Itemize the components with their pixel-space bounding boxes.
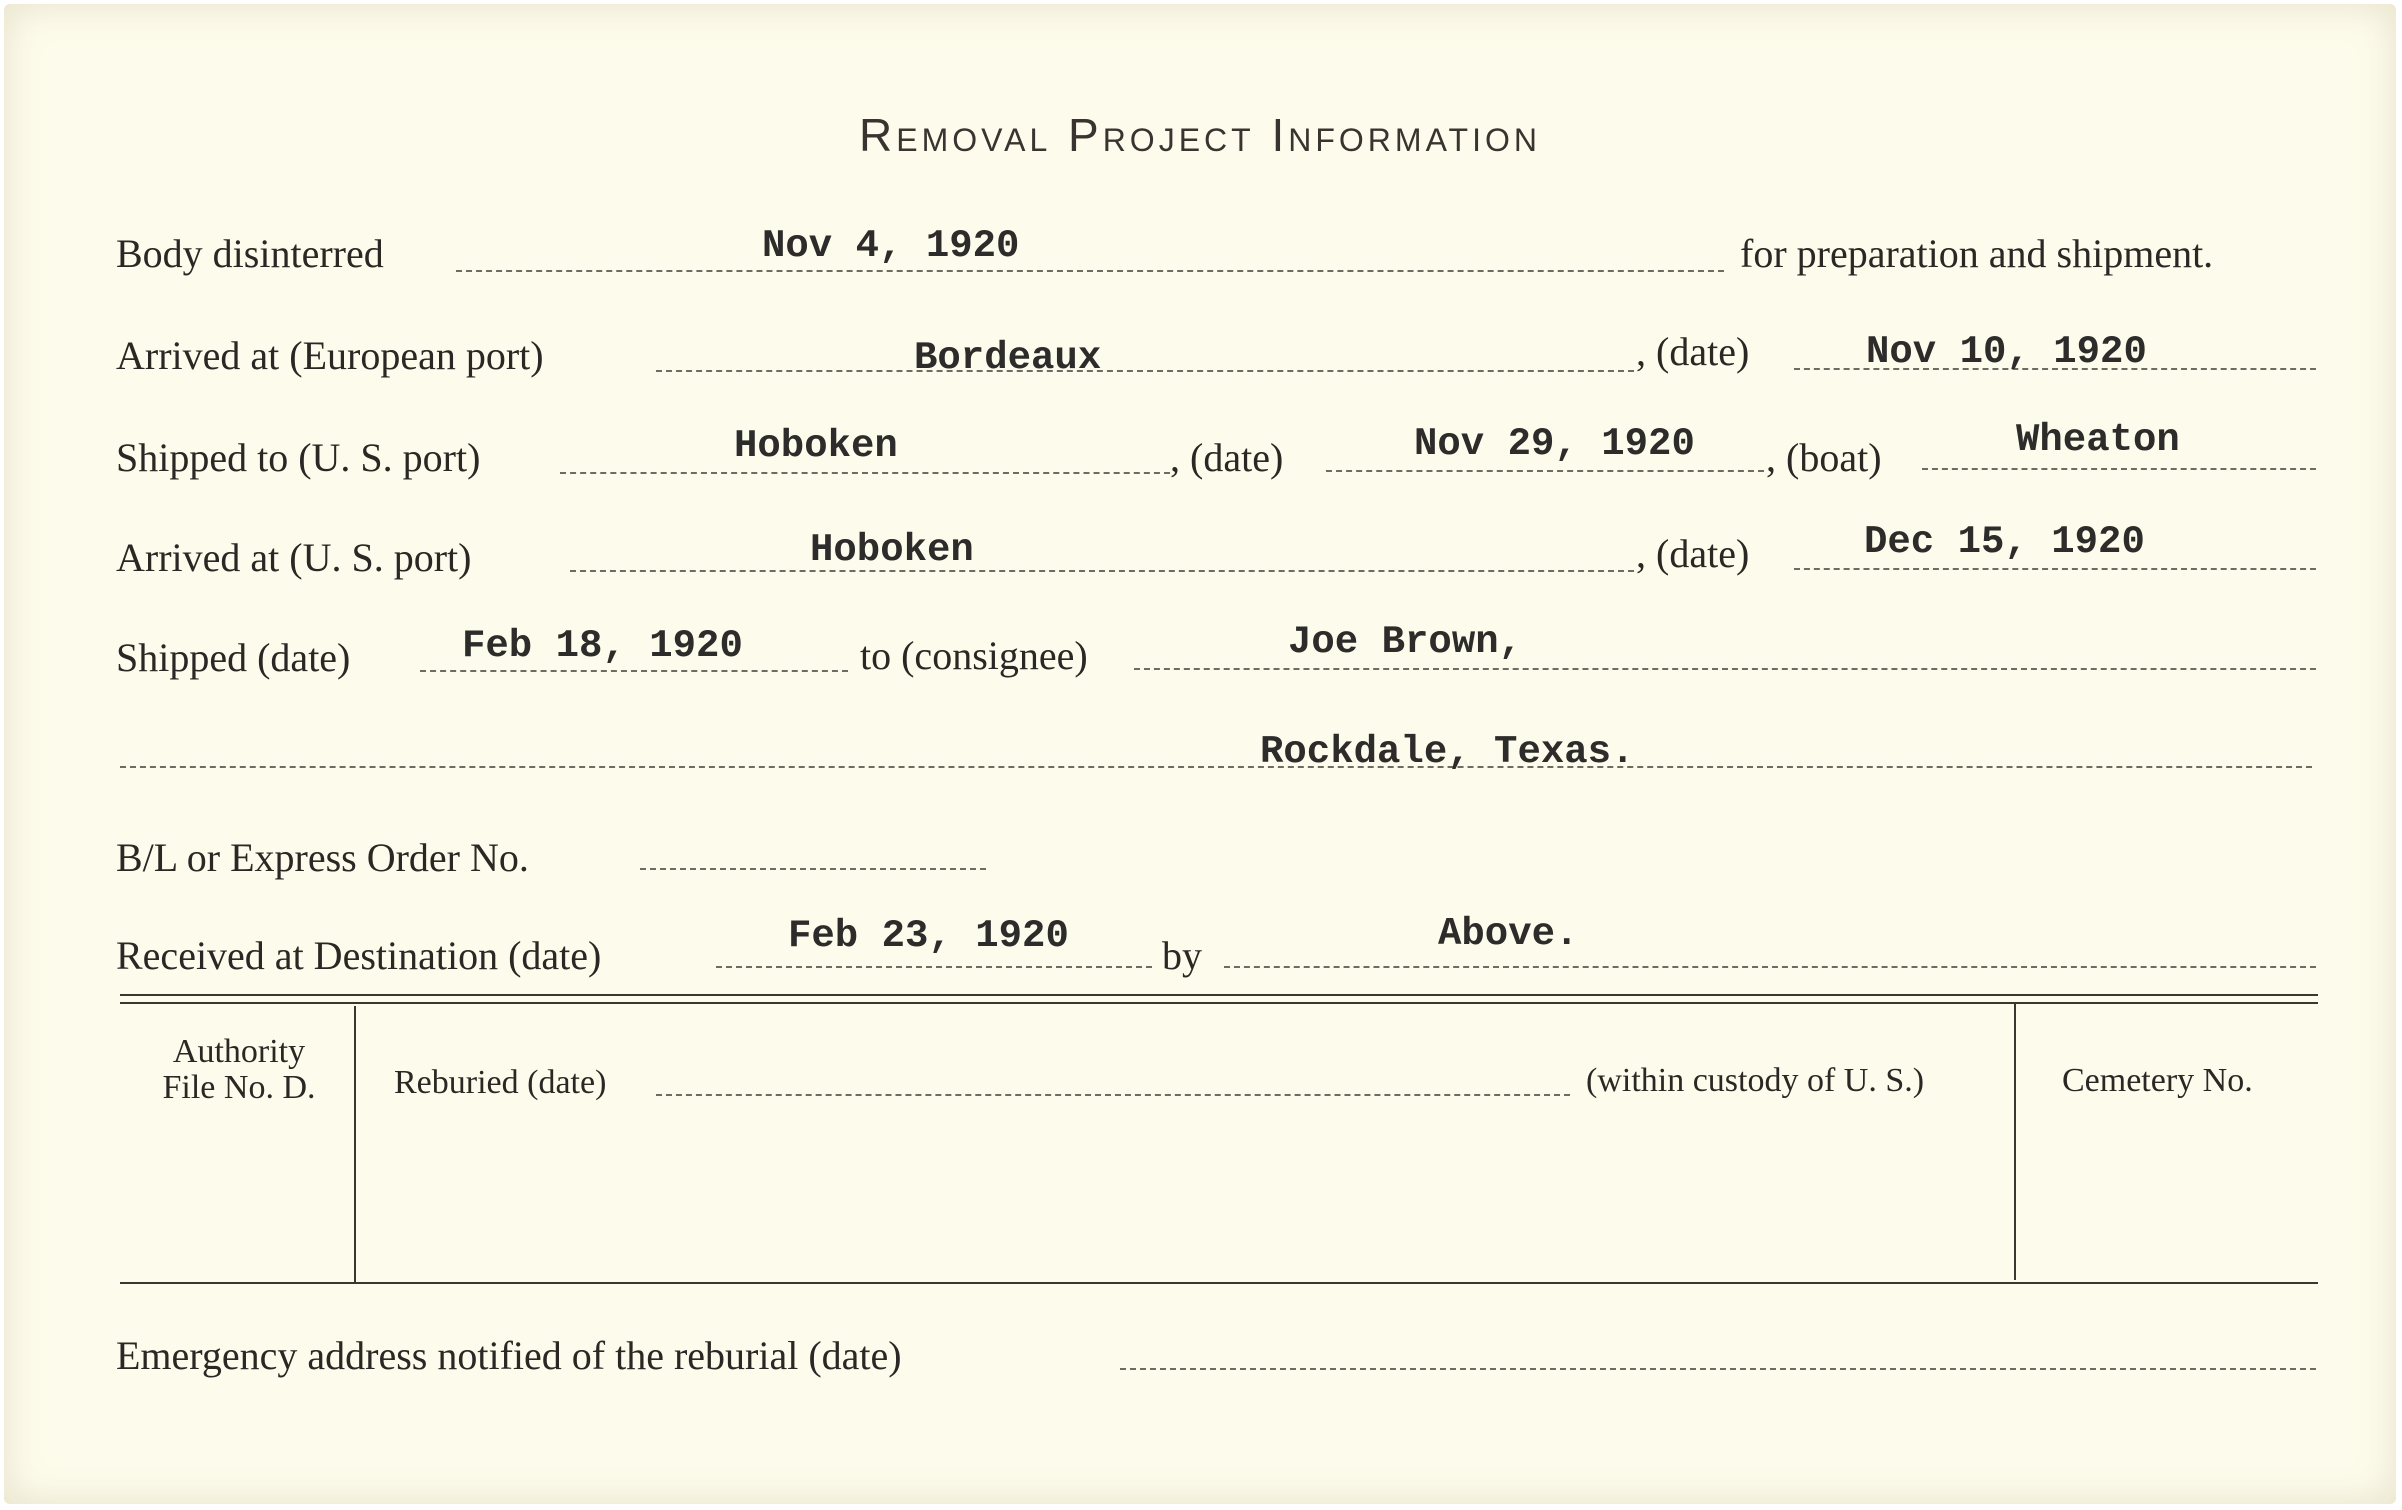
reburied-line: [656, 1094, 1570, 1096]
arrived-us-date-line: [1794, 568, 2316, 570]
arrived-us-date: Dec 15, 1920: [1864, 520, 2145, 564]
body-disinterred-label: Body disinterred: [116, 231, 384, 276]
arrived-us-date-label: , (date): [1636, 531, 1750, 576]
authority-file-label: [130, 1034, 348, 1106]
box-bottom-rule: [120, 1282, 2318, 1284]
bl-order-line: [640, 868, 986, 870]
body-disinterred-line: [456, 270, 1724, 272]
consignee-label: to (consignee): [860, 633, 1088, 678]
bl-order-label: B/L or Express Order No.: [116, 835, 529, 880]
body-disinterred-value: Nov 4, 1920: [762, 224, 1020, 268]
body-disinterred-suffix: for preparation and shipment.: [1740, 231, 2214, 276]
received-date-line: [716, 966, 1152, 968]
arrived-european-port: Bordeaux: [914, 336, 1102, 380]
file-no-label: File No. D.: [162, 1069, 316, 1106]
cemetery-no-label: Cemetery No.: [2062, 1062, 2253, 1099]
shipped-date-line: [420, 670, 848, 672]
consignee-address-line: [120, 766, 2312, 768]
shipped-us-date: Nov 29, 1920: [1414, 422, 1695, 466]
arrived-us-port: Hoboken: [810, 528, 974, 572]
consignee-line: [1134, 668, 2316, 670]
custody-label: (within custody of U. S.): [1586, 1062, 1925, 1099]
page-title: Removal Project Information: [859, 109, 1541, 161]
received-date: Feb 23, 1920: [788, 914, 1069, 958]
shipped-us-port: Hoboken: [734, 424, 898, 468]
shipped-date-label: Shipped (date): [116, 635, 351, 680]
received-by: Above.: [1438, 912, 1579, 956]
authority-label: Authority: [172, 1033, 306, 1070]
shipped-us-date-label: , (date): [1170, 435, 1284, 480]
arrived-european-date-label: , (date): [1636, 329, 1750, 374]
box-divider-left: [354, 1006, 356, 1282]
shipped-us-boat-line: [1922, 468, 2316, 470]
shipped-us-boat: Wheaton: [2016, 418, 2180, 462]
emergency-label: Emergency address notified of the reburial (date): [116, 1333, 902, 1378]
record-card: [4, 4, 2396, 1504]
double-rule-bottom: [120, 1002, 2318, 1004]
arrived-european-line: [656, 370, 1634, 372]
shipped-us-label: Shipped to (U. S. port): [116, 435, 481, 480]
received-by-label: by: [1162, 933, 1202, 978]
shipped-us-line: [560, 472, 1170, 474]
shipped-us-date-line: [1326, 470, 1764, 472]
arrived-us-line: [570, 570, 1634, 572]
arrived-european-label: Arrived at (European port): [116, 333, 544, 378]
consignee-address: Rockdale, Texas.: [1260, 730, 1635, 774]
double-rule-top: [120, 994, 2318, 996]
arrived-european-date: Nov 10, 1920: [1866, 330, 2147, 374]
arrived-us-label: Arrived at (U. S. port): [116, 535, 472, 580]
received-by-line: [1224, 966, 2316, 968]
shipped-date: Feb 18, 1920: [462, 624, 743, 668]
reburied-label: Reburied (date): [394, 1064, 607, 1101]
shipped-us-boat-label: , (boat): [1766, 435, 1882, 480]
box-divider-right: [2014, 1004, 2016, 1280]
consignee-name: Joe Brown,: [1288, 620, 1523, 664]
received-label: Received at Destination (date): [116, 933, 602, 978]
emergency-line: [1120, 1368, 2316, 1370]
